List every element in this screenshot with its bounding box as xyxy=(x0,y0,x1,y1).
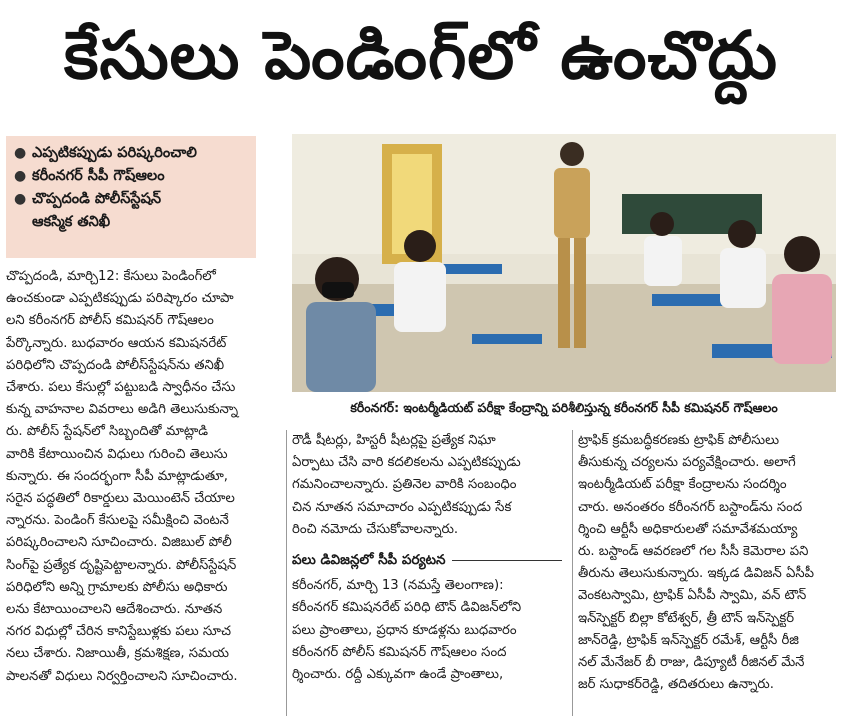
text-line: పరిధిలోని చొప్పదండి పోలీస్‌స్టేషన్‌ను తనిఖీ xyxy=(6,357,225,373)
bullet-icon: ● xyxy=(14,145,27,161)
text-line: కున్నారు. ఈ సందర్భంగా సీపీ మాట్లాడుతూ, xyxy=(6,468,228,484)
highlights-box xyxy=(6,136,256,258)
text-line: నగర విధుల్లో చేరిన కానిస్టేబుళ్లకు పలు సూచ xyxy=(6,624,231,640)
photo-caption: కరీంనగర్‌: ఇంటర్మీడియట్‌ పరీక్షా కేంద్రాన్ని పరిశీలిస్తున్న కరీంనగర్‌ సీపీ కమిషనర్‌ గౌష్‌ఆలం xyxy=(350,399,778,415)
highlight-item-continued: ఆకస్మిక తనిఖీ xyxy=(32,214,111,230)
text-line: లని కరీంనగర్‌ పోలీస్‌ కమిషనర్‌ గౌష్‌ఆలం xyxy=(6,313,214,329)
text-line: కరీంనగర్‌ పోలీస్‌ కమిషనర్‌ గౌష్‌ఆలం సంద xyxy=(292,644,507,660)
text-line: పలు ప్రాంతాలు, ప్రధాన కూడళ్లను బుధవారం xyxy=(292,622,517,638)
text-line: సరైన పద్ధతిలో రికార్డులు మెయింటెన్‌ చేయాల xyxy=(6,491,235,507)
text-line: కరీంనగర్‌ కమిషనరేట్‌ పరిధి టౌన్‌ డివిజన్‌లోని xyxy=(292,600,522,616)
text-line: ర్శించి ఆర్టీసీ అధికారులతో సమావేశమయ్యా xyxy=(578,521,798,537)
column-divider xyxy=(286,430,287,716)
text-line: ఉంచకుండా ఎప్పటికప్పుడు పరిష్కారం చూపా xyxy=(6,291,234,307)
text-line: పరిష్కరించాలని సూచించారు. విజిబుల్‌ పోలీ xyxy=(6,535,232,551)
text-line: వెంకటస్వామి, ట్రాఫిక్‌ ఏసీపీ స్వామి, వన్‌ టౌన్‌ xyxy=(578,588,807,604)
highlight-item: ● ఎప్పటికప్పుడు పరిష్కరించాలి xyxy=(14,142,248,165)
text-line: జాన్‌రెడ్డి, ట్రాఫిక్‌ ఇన్‌స్పెక్టర్‌ రమేశ్‌, ఆర్టీసీ రీజి xyxy=(578,632,799,648)
bullet-icon: ● xyxy=(14,168,27,184)
text-line: నల్‌ మేనేజర్‌ బీ రాజు, డిప్యూటీ రీజినల్‌ మేనే xyxy=(578,655,805,671)
text-line: పరిధిలోని అన్ని గ్రామాలకు పోలీసు అధికారు xyxy=(6,579,228,595)
subhead-rule xyxy=(452,560,562,561)
text-line: ట్రాఫిక్‌ క్రమబద్ధీకరణకు ట్రాఫిక్‌ పోలీసులు xyxy=(578,433,780,448)
text-line: తీసుకున్న చర్యలను పర్యవేక్షించారు. అలాగే xyxy=(578,455,796,471)
text-line: ఏర్పాటు చేసి వారి కదలికలను ఎప్పటికప్పుడు xyxy=(292,455,521,471)
highlight-item: ● కరీంనగర్‌ సీపీ గౌష్‌ఆలం xyxy=(14,165,248,188)
text-line: ఇన్‌స్పెక్టర్‌ బిల్లా కోటేశ్వర్‌, త్రీ టౌన్‌ ఇన్‌స్పెక్టర్‌ xyxy=(578,610,795,626)
text-line: ఇంటర్మీడియట్‌ పరీక్షా కేంద్రాలను సందర్శిం xyxy=(578,477,787,493)
headline: కేసులు పెండింగ్‌లో ఉంచొద్దు xyxy=(64,16,778,94)
text-line: పాలనతో విధులు నిర్వర్తించాలని సూచించారు. xyxy=(6,668,238,684)
exam-hall-photo-illustration xyxy=(292,134,836,392)
text-line: చిన నూతన సమాచారం ఎప్పటికప్పుడు సేక xyxy=(292,499,512,515)
text-line: జర్‌ సుధాకర్‌రెడ్డి, తదితరులు ఉన్నారు. xyxy=(578,677,774,693)
column-divider xyxy=(572,430,573,716)
text-line: చేశారు. పలు కేసుల్లో పట్టుబడి స్వాధీనం చేసు xyxy=(6,380,236,396)
text-line: రు. బస్టాండ్‌ ఆవరణలో గల సీసీ కెమెరాల పని xyxy=(578,544,809,560)
news-photo xyxy=(292,134,836,392)
text-line: నలు చేశారు. నిజాయితీ, క్రమశిక్షణ, సమయ xyxy=(6,646,229,662)
article-column-3 xyxy=(578,430,838,696)
article-column-1 xyxy=(6,266,282,688)
text-line: ర్శించారు. రద్దీ ఎక్కువగా ఉండే ప్రాంతాలు, xyxy=(292,667,504,683)
text-line: రు. పోలీస్‌ స్టేషన్‌లో సిబ్బందితో మాట్లాడి xyxy=(6,424,209,440)
text-line: న్నారను. పెండింగ్‌ కేసులపై సమీక్షించి వెంటనే xyxy=(6,513,229,529)
text-line: పేర్కొన్నారు. బుధవారం ఆయన కమిషనరేట్‌ xyxy=(6,335,227,351)
text-line: చారు. అనంతరం కరీంనగర్‌ బస్టాండ్‌ను సంద xyxy=(578,499,803,515)
text-line: కరీంనగర్‌, మార్చి 13 (నమస్తే తెలంగాణ): xyxy=(292,578,504,594)
section-subhead: పలు డివిజన్లలో సీపీ పర్యటన xyxy=(292,549,562,571)
text-line: గమనించాలన్నారు. ప్రతినెల వారికి సంబంధిం xyxy=(292,477,517,493)
text-line: లను కేటాయించాలని ఆదేశించారు. నూతన xyxy=(6,602,223,618)
text-line: రించి నమోదు చేసుకోవాలన్నారు. xyxy=(292,521,459,537)
text-line: కున్న వాహనాల వివరాలు అడిగి తెలుసుకున్నా xyxy=(6,402,239,418)
highlight-item: ● చొప్పదండి పోలీస్‌స్టేషన్‌ xyxy=(14,188,248,211)
bullet-icon: ● xyxy=(14,191,27,207)
text-line: చొప్పదండి, మార్చి12: కేసులు పెండింగ్‌లో xyxy=(6,269,216,284)
article-column-2 xyxy=(292,430,562,686)
text-line: వారికి కేటాయించిన విధులు గురించి తెలుసు xyxy=(6,446,228,462)
text-line: రౌడీ షీటర్లు, హిస్టరీ షీటర్లపై ప్రత్యేక నిఘా xyxy=(292,433,496,448)
text-line: సింగ్‌పై ప్రత్యేక దృష్టిపెట్టాలన్నారు. పోలీస్‌స్టేషన్‌ xyxy=(6,557,237,573)
text-line: తీరును తెలుసుకున్నారు. ఇక్కడ డివిజన్‌ ఏసీపీ xyxy=(578,566,814,582)
